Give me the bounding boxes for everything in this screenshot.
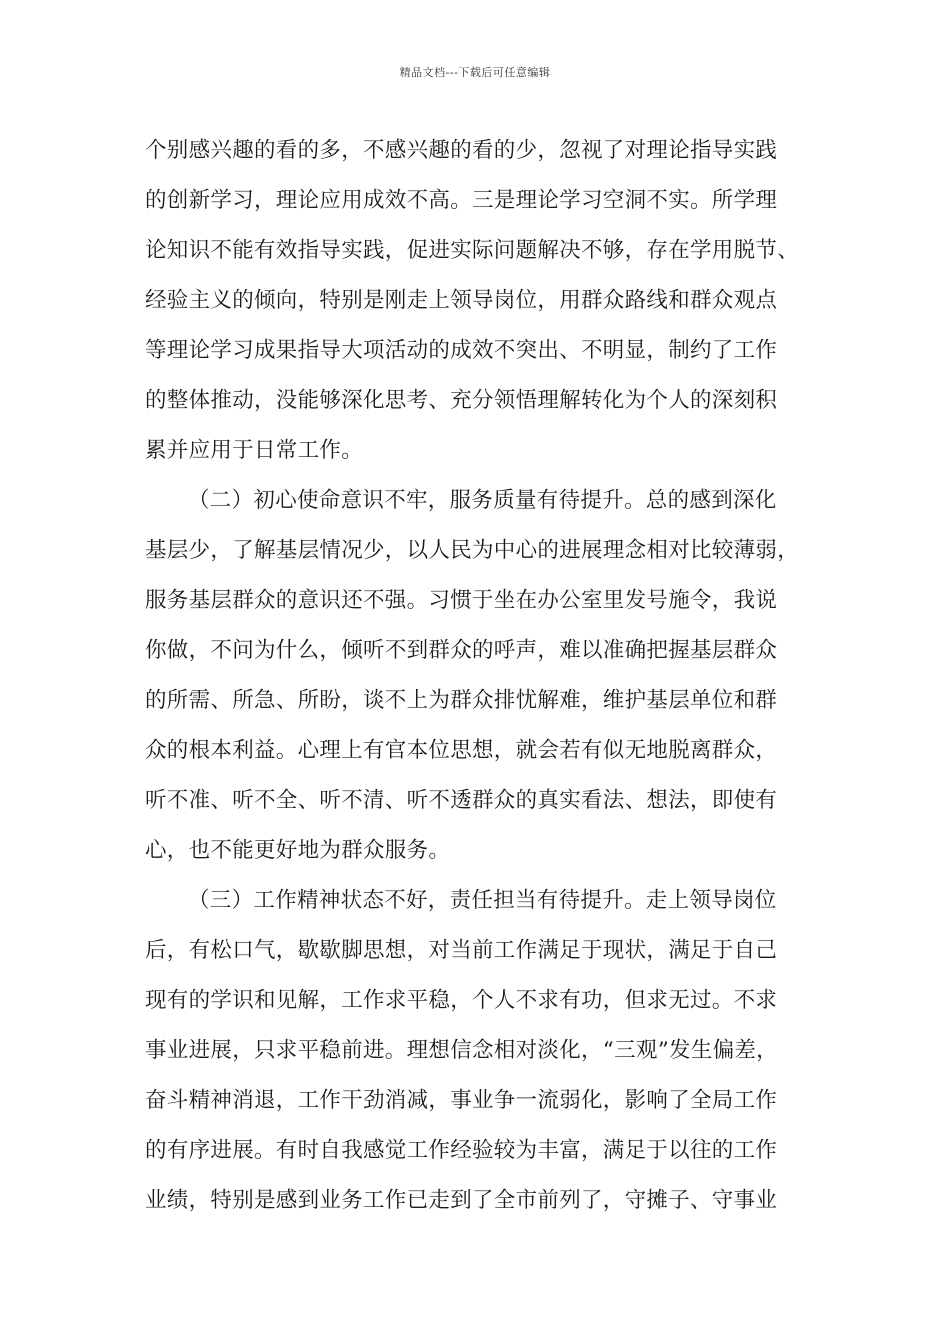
text-line: 听不准、听不全、听不清、听不透群众的真实看法、想法，即使有 [145,788,778,813]
text-line: 服务基层群众的意识还不强。习惯于坐在办公室里发号施令，我说 [145,588,778,613]
text-line: 业绩，特别是感到业务工作已走到了全市前列了，守摊子、守事业 [145,1188,778,1213]
text-line: 后，有松口气，歇歇脚思想，对当前工作满足于现状，满足于自己 [145,938,778,963]
text-line: 你做，不问为什么，倾听不到群众的呼声，难以准确把握基层群众 [145,638,778,663]
text-line: 事业进展，只求平稳前进。理想信念相对淡化，“三观”发生偏差， [145,1038,778,1063]
page-header: 精品文档---下载后可任意编辑 [399,66,551,79]
text-line: 论知识不能有效指导实践，促进实际问题解决不够，存在学用脱节、 [145,238,800,263]
text-line: 等理论学习成果指导大项活动的成效不突出、不明显，制约了工作 [145,338,778,363]
text-line: 奋斗精神消退，工作干劲消减，事业争一流弱化，影响了全局工作 [145,1088,778,1113]
text-line: 现有的学识和见解，工作求平稳，个人不求有功，但求无过。不求 [145,988,778,1013]
text-line: 的所需、所急、所盼，谈不上为群众排忧解难，维护基层单位和群 [145,688,778,713]
text-line: 个别感兴趣的看的多，不感兴趣的看的少，忽视了对理论指导实践 [145,138,778,163]
text-line: 众的根本利益。心理上有官本位思想，就会若有似无地脱离群众， [145,738,778,763]
text-line: 的创新学习，理论应用成效不高。三是理论学习空洞不实。所学理 [145,188,778,213]
text-line: 心，也不能更好地为群众服务。 [145,838,451,863]
text-line: 基层少，了解基层情况少，以人民为中心的进展理念相对比较薄弱， [145,538,800,563]
paragraph-start-line: （二）初心使命意识不牢，服务质量有待提升。总的感到深化 [188,488,777,513]
text-line: 的整体推动，没能够深化思考、充分领悟理解转化为个人的深刻积 [145,388,778,413]
text-line: 累并应用于日常工作。 [145,438,364,463]
text-line: 经验主义的倾向，特别是刚走上领导岗位，用群众路线和群众观点 [145,288,778,313]
text-line: 的有序进展。有时自我感觉工作经验较为丰富，满足于以往的工作 [145,1138,778,1163]
paragraph-start-line: （三）工作精神状态不好，责任担当有待提升。走上领导岗位 [188,888,777,913]
